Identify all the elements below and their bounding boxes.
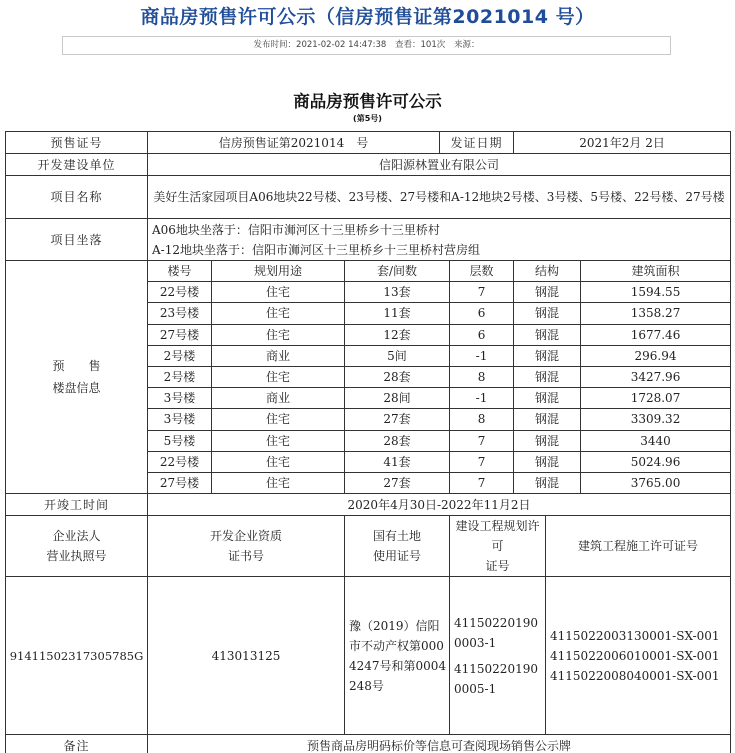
business-license-value: 91411502317305785G (6, 577, 148, 735)
area-cell: 5024.96 (581, 451, 731, 472)
usage-cell: 住宅 (212, 366, 345, 387)
structure-cell: 钢混 (514, 282, 581, 303)
area-cell: 1594.55 (581, 282, 731, 303)
col-header-structure: 结构 (514, 261, 581, 282)
building-cell: 2号楼 (148, 345, 212, 366)
area-cell: 3765.00 (581, 472, 731, 493)
building-cell: 27号楼 (148, 472, 212, 493)
structure-cell: 钢混 (514, 430, 581, 451)
business-license-header: 企业法人 营业执照号 (6, 516, 148, 577)
area-cell: 1358.27 (581, 303, 731, 324)
location-line-a12: A-12地块坐落于：信阳市浉河区十三里桥乡十三里桥村营房组 (152, 242, 480, 257)
building-cell: 22号楼 (148, 451, 212, 472)
construction-permit-header: 建筑工程施工许可证号 (546, 516, 731, 577)
document-title: 商品房预售许可公示 (293, 92, 442, 111)
units-cell: 27套 (345, 472, 450, 493)
publish-time: 发布时间：2021-02-02 14:47:38 (253, 40, 387, 50)
location-label: 项目坐落 (6, 219, 148, 261)
location-row (6, 219, 731, 261)
qualification-header: 开发企业资质 证书号 (148, 516, 345, 577)
units-cell: 12套 (345, 324, 450, 345)
col-header-area: 建筑面积 (581, 261, 731, 282)
construction-permit-value (546, 577, 731, 735)
permit-no-value: 信房预售证第2021014 号 (148, 132, 440, 154)
location-value (148, 219, 731, 261)
floors-cell: 7 (450, 430, 514, 451)
developer-row (6, 154, 731, 176)
floors-cell: 7 (450, 451, 514, 472)
remarks-label: 备注 (6, 735, 148, 753)
project-name-row (6, 176, 731, 219)
units-cell: 28套 (345, 366, 450, 387)
floors-cell: 8 (450, 366, 514, 387)
land-cert-value: 豫（2019）信阳市不动产权第0004247号和第0004248号 (345, 577, 450, 735)
units-cell: 13套 (345, 282, 450, 303)
usage-cell: 住宅 (212, 324, 345, 345)
planning-permit-2: 411502201900005-1 (454, 661, 538, 696)
structure-cell: 钢混 (514, 324, 581, 345)
structure-cell: 钢混 (514, 366, 581, 387)
page-title: 商品房预售许可公示（信房预售证第2021014 号） (140, 6, 595, 28)
floors-cell: -1 (450, 345, 514, 366)
location-line-a06: A06地块坐落于：信阳市浉河区十三里桥乡十三里桥村 (152, 222, 440, 237)
units-cell: 27套 (345, 409, 450, 430)
floors-cell: 7 (450, 282, 514, 303)
units-cell: 28套 (345, 430, 450, 451)
building-cell: 27号楼 (148, 324, 212, 345)
floors-cell: -1 (450, 388, 514, 409)
floors-cell: 7 (450, 472, 514, 493)
construction-permit-1: 4115022003130001-SX-001 (550, 628, 720, 643)
structure-cell: 钢混 (514, 451, 581, 472)
buildings-header-row (6, 261, 731, 282)
area-cell: 3427.96 (581, 366, 731, 387)
construction-period-label: 开竣工时间 (6, 494, 148, 516)
structure-cell: 钢混 (514, 345, 581, 366)
building-cell: 2号楼 (148, 366, 212, 387)
developer-value: 信阳源林置业有限公司 (148, 154, 731, 176)
area-cell: 3309.32 (581, 409, 731, 430)
usage-cell: 住宅 (212, 303, 345, 324)
construction-period-value: 2020年4月30日-2022年11月2日 (148, 494, 731, 516)
permit-no-row (6, 132, 731, 154)
structure-cell: 钢混 (514, 388, 581, 409)
article-meta-bar (62, 36, 671, 55)
usage-cell: 商业 (212, 388, 345, 409)
construction-permit-2: 4115022006010001-SX-001 (550, 648, 720, 663)
col-header-building: 楼号 (148, 261, 212, 282)
usage-cell: 商业 (212, 345, 345, 366)
usage-cell: 住宅 (212, 472, 345, 493)
structure-cell: 钢混 (514, 303, 581, 324)
remarks-row (6, 735, 731, 753)
usage-cell: 住宅 (212, 409, 345, 430)
issue-date-label: 发证日期 (440, 132, 514, 154)
building-cell: 5号楼 (148, 430, 212, 451)
license-header-row (6, 516, 731, 577)
developer-label: 开发建设单位 (6, 154, 148, 176)
col-header-units: 套/间数 (345, 261, 450, 282)
usage-cell: 住宅 (212, 451, 345, 472)
planning-permit-header: 建设工程规划许可 证号 (450, 516, 546, 577)
land-cert-header: 国有土地 使用证号 (345, 516, 450, 577)
permit-no-label: 预售证号 (6, 132, 148, 154)
document-subtitle: (第5号) (353, 114, 382, 123)
units-cell: 41套 (345, 451, 450, 472)
source-label: 来源： (453, 40, 480, 50)
area-cell: 1677.46 (581, 324, 731, 345)
presale-info-label-line1: 预 售 (52, 359, 101, 374)
floors-cell: 6 (450, 303, 514, 324)
area-cell: 296.94 (581, 345, 731, 366)
col-header-usage: 规划用途 (212, 261, 345, 282)
building-cell: 23号楼 (148, 303, 212, 324)
area-cell: 3440 (581, 430, 731, 451)
presale-permit-table (5, 131, 731, 753)
view-count: 查看：101次 (395, 40, 446, 50)
col-header-floors: 层数 (450, 261, 514, 282)
construction-period-row (6, 494, 731, 516)
usage-cell: 住宅 (212, 282, 345, 303)
qualification-value: 413013125 (148, 577, 345, 735)
remarks-value: 预售商品房明码标价等信息可查阅现场销售公示牌 (148, 735, 731, 753)
project-name-label: 项目名称 (6, 176, 148, 219)
units-cell: 5间 (345, 345, 450, 366)
presale-info-label-line2: 楼盘信息 (52, 381, 101, 396)
building-cell: 22号楼 (148, 282, 212, 303)
building-cell: 3号楼 (148, 388, 212, 409)
structure-cell: 钢混 (514, 409, 581, 430)
floors-cell: 8 (450, 409, 514, 430)
license-value-row (6, 577, 731, 735)
issue-date-value: 2021年2月 2日 (514, 132, 731, 154)
units-cell: 11套 (345, 303, 450, 324)
construction-permit-3: 4115022008040001-SX-001 (550, 668, 720, 683)
floors-cell: 6 (450, 324, 514, 345)
planning-permit-1: 411502201900003-1 (454, 615, 538, 650)
planning-permit-value (450, 577, 546, 735)
project-name-value: 美好生活家园项目A06地块22号楼、23号楼、27号楼和A-12地块2号楼、3号楼、5号楼、22号楼、27号楼 (148, 176, 731, 219)
structure-cell: 钢混 (514, 472, 581, 493)
building-cell: 3号楼 (148, 409, 212, 430)
units-cell: 28间 (345, 388, 450, 409)
presale-info-label (6, 261, 148, 494)
area-cell: 1728.07 (581, 388, 731, 409)
usage-cell: 住宅 (212, 430, 345, 451)
